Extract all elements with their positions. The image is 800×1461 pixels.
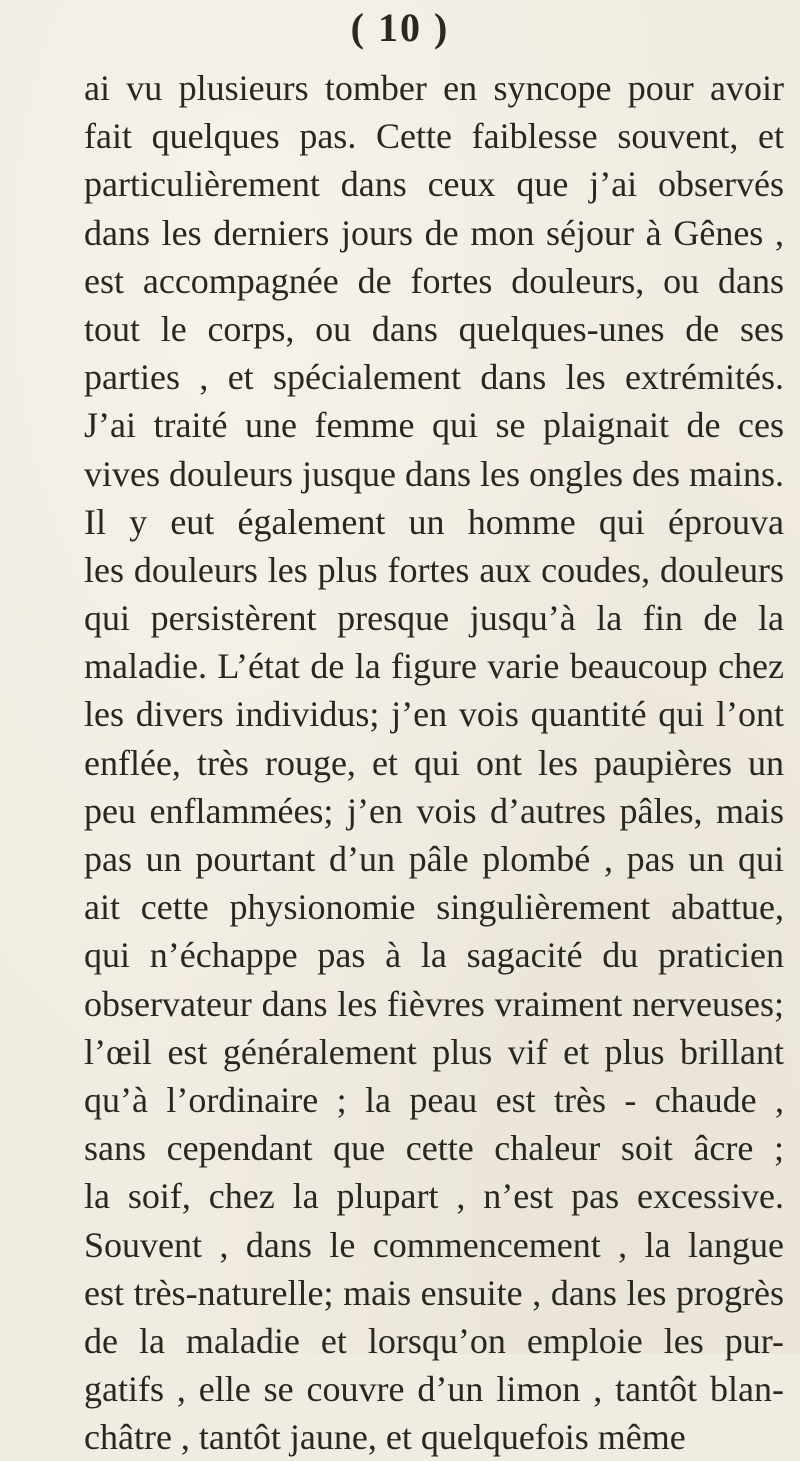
text-line: est très-naturelle; mais ensuite , dans les progrès bbox=[84, 1272, 784, 1313]
text-line: enflée, très rouge, et qui ont les paupières un bbox=[84, 742, 784, 783]
text-line: Il y eut également un homme qui éprouva bbox=[84, 501, 784, 542]
text-line: parties , et spécialement dans les extrémités. bbox=[84, 357, 784, 398]
text-line: les douleurs les plus fortes aux coudes, douleurs bbox=[84, 549, 784, 590]
text-line: sans cependant que cette chaleur soit âcre ; bbox=[84, 1128, 784, 1169]
body-text bbox=[84, 64, 784, 1461]
text-line: ai vu plusieurs tomber en syncope pour avoir bbox=[84, 68, 784, 108]
text-line: dans les derniers jours de mon séjour à Gênes , bbox=[84, 212, 784, 253]
text-line: qu’à l’ordinaire ; la peau est très - chaude , bbox=[84, 1079, 784, 1120]
text-line: pas un pourtant d’un pâle plombé , pas un qui bbox=[84, 839, 784, 879]
text-line: l’œil est généralement plus vif et plus brillant bbox=[84, 1031, 784, 1072]
text-line: ait cette physionomie singulièrement abattue, bbox=[84, 887, 784, 928]
text-line: qui persistèrent presque jusqu’à la fin de la bbox=[84, 598, 784, 639]
text-line: de la maladie et lorsqu’on emploie les pur- bbox=[84, 1320, 784, 1361]
text-line: vives douleurs jusque dans les ongles des mains. bbox=[84, 453, 784, 494]
text-line: les divers individus; j’en vois quantité qui l’ont bbox=[84, 694, 784, 735]
text-line: maladie. L’état de la figure varie beaucoup chez bbox=[84, 646, 784, 687]
text-line: tout le corps, ou dans quelques-unes de ses bbox=[84, 308, 784, 349]
text-line: Souvent , dans le commencement , la langue bbox=[84, 1224, 784, 1265]
text-line: châtre , tantôt jaune, et quelquefois même bbox=[84, 1417, 686, 1458]
text-line: la soif, chez la plupart , n’est pas excessive. bbox=[84, 1176, 784, 1217]
text-line: observateur dans les fièvres vraiment nerveuses; bbox=[84, 983, 784, 1024]
text-line: fait quelques pas. Cette faiblesse souvent, et bbox=[84, 116, 784, 157]
text-line: peu enflammées; j’en vois d’autres pâles, mais bbox=[84, 790, 784, 831]
text-line: gatifs , elle se couvre d’un limon , tantôt blan- bbox=[84, 1369, 784, 1410]
text-line: est accompagnée de fortes douleurs, ou dans bbox=[84, 260, 784, 301]
text-line: qui n’échappe pas à la sagacité du praticien bbox=[84, 935, 784, 976]
text-line: J’ai traité une femme qui se plaignait de ces bbox=[84, 405, 784, 446]
text-line: particulièrement dans ceux que j’ai observés bbox=[84, 164, 784, 205]
page-number: ( 10 ) bbox=[350, 5, 450, 50]
